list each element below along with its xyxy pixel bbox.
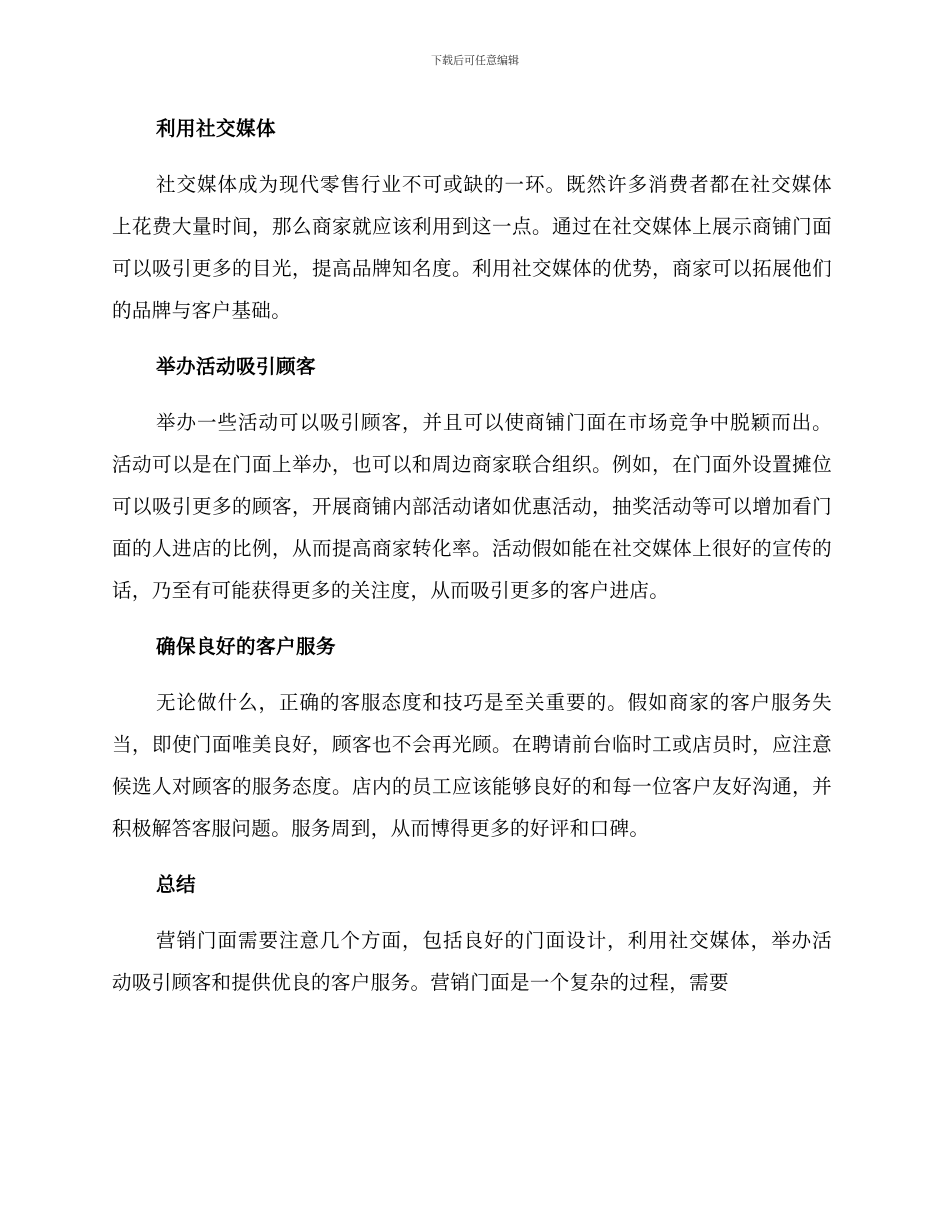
- document-body: [112, 108, 832, 1018]
- section-heading-events: 举办活动吸引顾客: [156, 355, 317, 378]
- section-paragraph-summary: 营销门面需要注意几个方面，包括良好的门面设计，利用社交媒体，举办活动吸引顾客和提供优良的客户服务。营销门面是一个复杂的过程，需要: [112, 929, 832, 994]
- section-heading-social-media: 利用社交媒体: [156, 117, 277, 140]
- section-paragraph-events: 举办一些活动可以吸引顾客，并且可以使商铺门面在市场竞争中脱颖而出。活动可以是在门面上举办，也可以和周边商家联合组织。例如，在门面外设置摊位可以吸引更多的顾客，开展商铺内部活动诸如优惠活动，抽奖活动等可以增加看门面的人进店的比例，从而提高商家转化率。活动假如能在社交媒体上很好的宣传的话，乃至有可能获得更多的关注度，从而吸引更多的客户进店。: [112, 411, 832, 602]
- page-header: 下载后可任意编辑: [431, 54, 519, 67]
- section-paragraph-social-media: 社交媒体成为现代零售行业不可或缺的一环。既然许多消费者都在社交媒体上花费大量时间，那么商家就应该利用到这一点。通过在社交媒体上展示商铺门面可以吸引更多的目光，提高品牌知名度。利用社交媒体的优势，商家可以拓展他们的品牌与客户基础。: [112, 173, 832, 322]
- section-paragraph-customer-service: 无论做什么，正确的客服态度和技巧是至关重要的。假如商家的客户服务失当，即使门面唯美良好，顾客也不会再光顾。在聘请前台临时工或店员时，应注意候选人对顾客的服务态度。店内的员工应该能够良好的和每一位客户友好沟通，并积极解答客服问题。服务周到，从而博得更多的好评和口碑。: [112, 691, 832, 840]
- section-heading-summary: 总结: [156, 873, 197, 896]
- section-heading-customer-service: 确保良好的客户服务: [156, 635, 337, 658]
